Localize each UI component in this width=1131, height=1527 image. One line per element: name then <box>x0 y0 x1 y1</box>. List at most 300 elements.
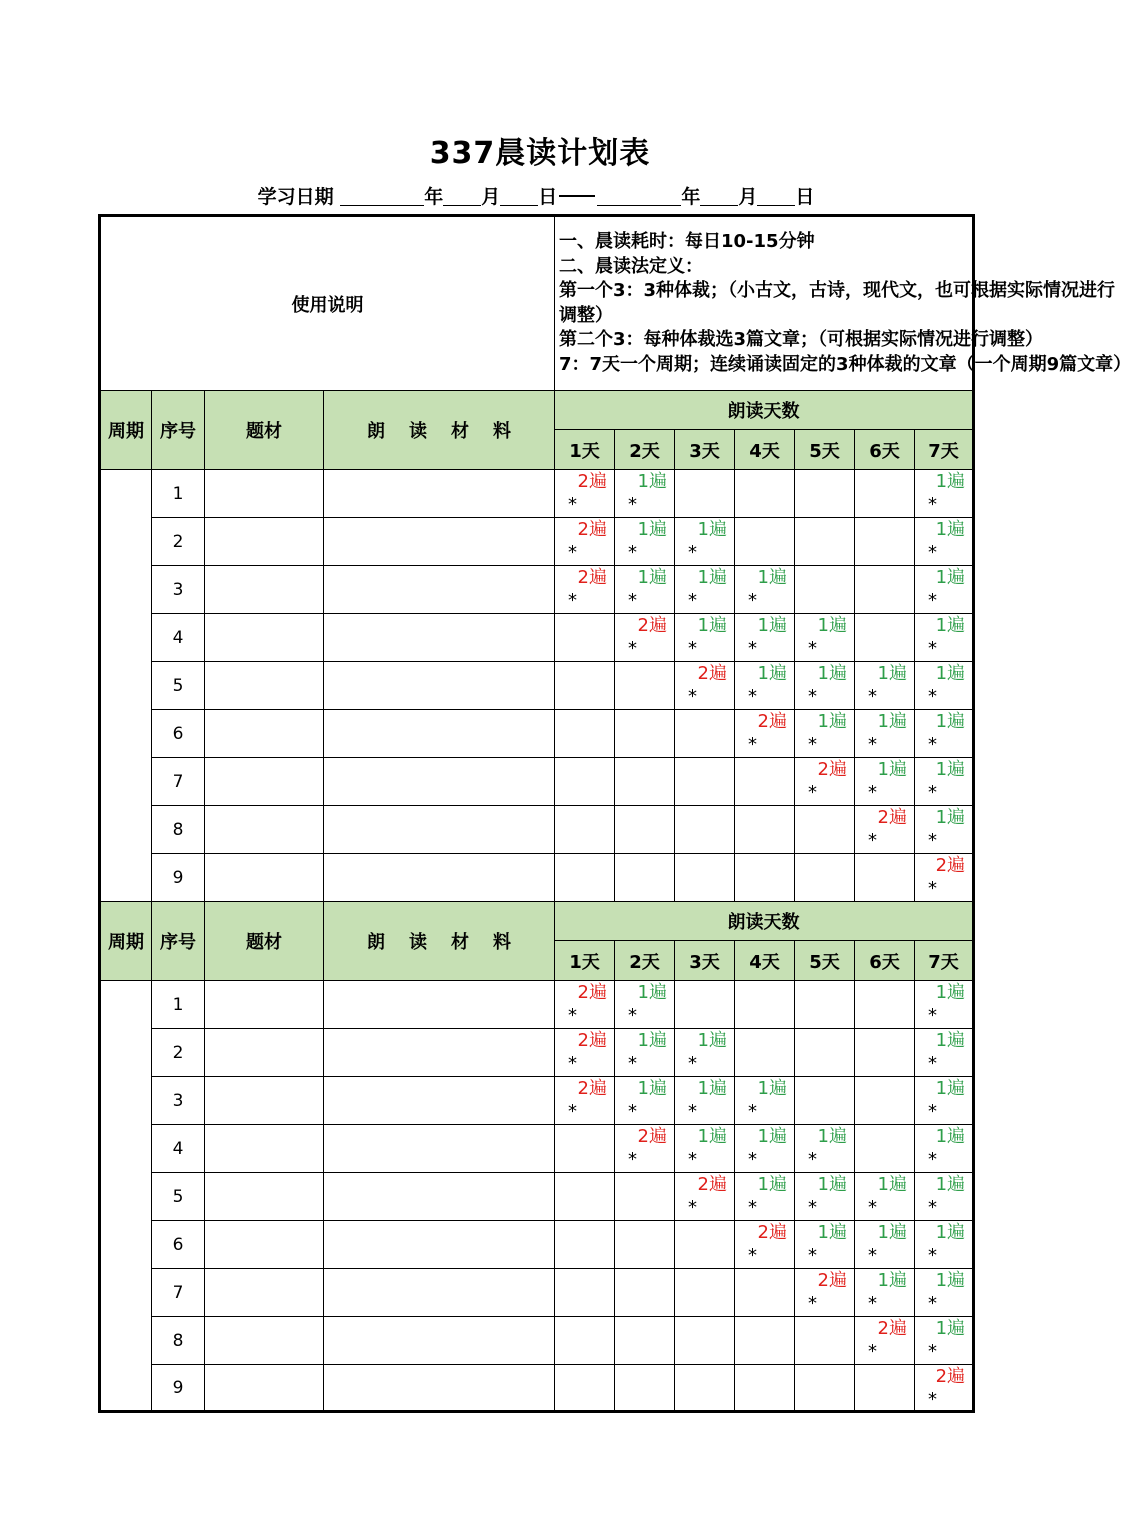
star-mark: * <box>748 1197 757 1218</box>
star-mark: * <box>688 542 697 563</box>
day-cell <box>555 470 615 518</box>
topic-cell[interactable] <box>205 1317 324 1365</box>
star-mark: * <box>628 494 637 515</box>
header-material: 朗读材料 <box>324 391 555 470</box>
day-cell <box>735 806 795 854</box>
star-mark: * <box>928 1245 937 1266</box>
star-mark: * <box>688 1053 697 1074</box>
day-cell <box>555 981 615 1029</box>
repeat-count: 2遍 <box>935 1366 966 1387</box>
repeat-count: 1遍 <box>935 1222 966 1243</box>
material-cell[interactable] <box>324 1269 555 1317</box>
topic-cell[interactable] <box>205 1077 324 1125</box>
repeat-count: 1遍 <box>637 567 667 588</box>
day-cell <box>915 1173 974 1221</box>
repeat-count: 2遍 <box>577 519 607 540</box>
day-cell <box>795 1317 855 1365</box>
header-day-3: 3天 <box>675 941 735 981</box>
day-cell <box>675 1317 735 1365</box>
day-cell <box>615 758 675 806</box>
header-seq: 序号 <box>152 391 205 470</box>
star-mark: * <box>628 542 637 563</box>
star-mark: * <box>928 1341 937 1362</box>
day-cell <box>795 1269 855 1317</box>
day-cell <box>915 614 974 662</box>
day-cell <box>855 1029 915 1077</box>
day-cell <box>795 566 855 614</box>
header-day-3: 3天 <box>675 430 735 470</box>
seq-cell: 6 <box>152 1221 205 1269</box>
day-cell <box>855 758 915 806</box>
instructions-text <box>555 216 1131 391</box>
topic-cell[interactable] <box>205 806 324 854</box>
topic-cell[interactable] <box>205 614 324 662</box>
repeat-count: 2遍 <box>577 567 607 588</box>
star-mark: * <box>808 1149 817 1170</box>
repeat-count: 1遍 <box>935 471 966 492</box>
material-cell[interactable] <box>324 1173 555 1221</box>
repeat-count: 1遍 <box>817 663 847 684</box>
day-cell <box>915 758 974 806</box>
day-cell <box>555 710 615 758</box>
end-day-label: 日 <box>795 186 815 208</box>
header-day-2: 2天 <box>615 941 675 981</box>
day-cell <box>795 1173 855 1221</box>
header-material: 朗读材料 <box>324 902 555 981</box>
repeat-count: 1遍 <box>935 663 966 684</box>
star-mark: * <box>688 1149 697 1170</box>
day-cell <box>615 981 675 1029</box>
repeat-count: 1遍 <box>935 1270 966 1291</box>
day-cell <box>915 1029 974 1077</box>
day-cell <box>735 981 795 1029</box>
day-cell <box>615 1221 675 1269</box>
table-row <box>100 566 974 614</box>
seq-cell: 9 <box>152 854 205 902</box>
star-mark: * <box>688 1101 697 1122</box>
day-cell <box>735 1269 795 1317</box>
star-mark: * <box>928 1149 937 1170</box>
star-mark: * <box>868 830 877 851</box>
day-cell <box>555 1077 615 1125</box>
star-mark: * <box>808 1293 817 1314</box>
material-cell[interactable] <box>324 758 555 806</box>
header-day-1: 1天 <box>555 430 615 470</box>
day-cell <box>675 806 735 854</box>
day-cell <box>915 1365 974 1412</box>
day-cell <box>615 470 675 518</box>
header-day-2: 2天 <box>615 430 675 470</box>
start-year-field[interactable] <box>340 187 424 206</box>
seq-cell: 4 <box>152 614 205 662</box>
star-mark: * <box>868 782 877 803</box>
day-cell <box>675 662 735 710</box>
instruction-line: 7：7天一个周期；连续诵读固定的3种体裁的文章（一个周期9篇文章） <box>559 353 1131 375</box>
day-cell <box>735 614 795 662</box>
day-cell <box>855 1269 915 1317</box>
star-mark: * <box>928 1101 937 1122</box>
day-cell <box>735 1029 795 1077</box>
repeat-count: 2遍 <box>757 1222 787 1243</box>
header-day-4: 4天 <box>735 941 795 981</box>
topic-cell[interactable] <box>205 1125 324 1173</box>
instruction-line: 第二个3：每种体裁选3篇文章；（可根据实际情况进行调整） <box>559 329 1044 351</box>
table-row <box>100 1221 974 1269</box>
repeat-count: 1遍 <box>935 1174 966 1195</box>
topic-cell[interactable] <box>205 1029 324 1077</box>
day-cell <box>555 806 615 854</box>
day-cell <box>735 566 795 614</box>
repeat-count: 1遍 <box>637 471 667 492</box>
day-cell <box>615 1173 675 1221</box>
material-cell[interactable] <box>324 806 555 854</box>
star-mark: * <box>928 1053 937 1074</box>
seq-cell: 1 <box>152 470 205 518</box>
day-cell <box>675 981 735 1029</box>
day-cell <box>855 470 915 518</box>
table-row <box>100 981 974 1029</box>
table-row <box>100 1269 974 1317</box>
table-row <box>100 470 974 518</box>
day-cell <box>555 854 615 902</box>
header-day-7: 7天 <box>915 941 974 981</box>
instructions-row <box>100 216 974 391</box>
star-mark: * <box>928 686 937 707</box>
repeat-count: 1遍 <box>935 982 966 1003</box>
day-cell <box>555 1173 615 1221</box>
header-day-5: 5天 <box>795 941 855 981</box>
material-cell[interactable] <box>324 854 555 902</box>
repeat-count: 1遍 <box>817 711 847 732</box>
instruction-line: 第一个3：3种体裁；（小古文，古诗，现代文，也可根据实际情况进行 <box>559 280 1116 302</box>
day-cell <box>795 981 855 1029</box>
day-cell <box>915 806 974 854</box>
repeat-count: 1遍 <box>935 1078 966 1099</box>
seq-cell: 3 <box>152 566 205 614</box>
table-row <box>100 806 974 854</box>
repeat-count: 2遍 <box>817 759 847 780</box>
repeat-count: 1遍 <box>697 567 727 588</box>
repeat-count: 2遍 <box>577 471 607 492</box>
material-cell[interactable] <box>324 566 555 614</box>
repeat-count: 1遍 <box>877 1174 907 1195</box>
repeat-count: 1遍 <box>877 1222 907 1243</box>
instruction-line: 调整） <box>559 304 613 326</box>
star-mark: * <box>568 542 577 563</box>
day-cell <box>795 1029 855 1077</box>
day-cell <box>555 614 615 662</box>
material-cell[interactable] <box>324 1317 555 1365</box>
header-reading-days: 朗读天数 <box>555 391 974 430</box>
cycle-cell[interactable] <box>100 981 152 1412</box>
star-mark: * <box>868 686 877 707</box>
repeat-count: 1遍 <box>935 1030 966 1051</box>
star-mark: * <box>748 638 757 659</box>
material-cell[interactable] <box>324 710 555 758</box>
star-mark: * <box>928 638 937 659</box>
day-cell <box>735 1125 795 1173</box>
topic-cell[interactable] <box>205 1269 324 1317</box>
table-row <box>100 662 974 710</box>
seq-cell: 8 <box>152 806 205 854</box>
repeat-count: 1遍 <box>697 1030 727 1051</box>
day-cell <box>915 662 974 710</box>
day-cell <box>615 1365 675 1412</box>
day-cell <box>675 1269 735 1317</box>
topic-cell[interactable] <box>205 710 324 758</box>
topic-cell[interactable] <box>205 1173 324 1221</box>
repeat-count: 2遍 <box>757 711 787 732</box>
day-cell <box>555 758 615 806</box>
day-cell <box>915 1221 974 1269</box>
day-cell <box>615 1077 675 1125</box>
day-cell <box>735 1077 795 1125</box>
seq-cell: 8 <box>152 1317 205 1365</box>
star-mark: * <box>808 734 817 755</box>
study-date-line <box>0 182 1072 209</box>
repeat-count: 1遍 <box>935 807 966 828</box>
topic-cell[interactable] <box>205 854 324 902</box>
day-cell <box>795 1077 855 1125</box>
repeat-count: 1遍 <box>877 759 907 780</box>
repeat-count: 2遍 <box>577 1030 607 1051</box>
start-month-label: 月 <box>481 186 501 208</box>
repeat-count: 2遍 <box>877 807 907 828</box>
star-mark: * <box>628 1101 637 1122</box>
material-cell[interactable] <box>324 470 555 518</box>
repeat-count: 1遍 <box>935 567 966 588</box>
day-cell <box>855 1125 915 1173</box>
day-cell <box>675 710 735 758</box>
day-cell <box>735 710 795 758</box>
day-cell <box>555 1269 615 1317</box>
header-day-6: 6天 <box>855 941 915 981</box>
repeat-count: 1遍 <box>877 711 907 732</box>
day-cell <box>735 470 795 518</box>
repeat-count: 1遍 <box>877 1270 907 1291</box>
topic-cell[interactable] <box>205 662 324 710</box>
star-mark: * <box>928 878 937 899</box>
repeat-count: 1遍 <box>697 1078 727 1099</box>
star-mark: * <box>928 734 937 755</box>
star-mark: * <box>568 590 577 611</box>
seq-cell: 7 <box>152 758 205 806</box>
day-cell <box>675 518 735 566</box>
reading-plan-table <box>98 214 1131 1413</box>
day-cell <box>855 566 915 614</box>
day-cell <box>615 662 675 710</box>
day-cell <box>855 518 915 566</box>
topic-cell[interactable] <box>205 1221 324 1269</box>
day-cell <box>555 566 615 614</box>
repeat-count: 2遍 <box>637 615 667 636</box>
table-row <box>100 854 974 902</box>
start-month-field[interactable] <box>443 187 481 206</box>
header-reading-days: 朗读天数 <box>555 902 974 941</box>
repeat-count: 1遍 <box>757 1174 787 1195</box>
seq-cell: 4 <box>152 1125 205 1173</box>
end-month-field[interactable] <box>700 187 738 206</box>
day-cell <box>915 566 974 614</box>
star-mark: * <box>808 1245 817 1266</box>
star-mark: * <box>568 494 577 515</box>
day-cell <box>855 614 915 662</box>
seq-cell: 6 <box>152 710 205 758</box>
instruction-line: 二、晨读法定义： <box>559 255 703 277</box>
day-cell <box>555 1365 615 1412</box>
topic-cell[interactable] <box>205 758 324 806</box>
day-cell <box>555 1221 615 1269</box>
day-cell <box>735 518 795 566</box>
material-cell[interactable] <box>324 1125 555 1173</box>
material-cell[interactable] <box>324 518 555 566</box>
topic-cell[interactable] <box>205 981 324 1029</box>
day-cell <box>915 1077 974 1125</box>
end-day-field[interactable] <box>757 187 795 206</box>
star-mark: * <box>928 1197 937 1218</box>
day-cell <box>675 1365 735 1412</box>
day-cell <box>675 854 735 902</box>
header-cycle: 周期 <box>100 902 152 981</box>
day-cell <box>735 1173 795 1221</box>
repeat-count: 1遍 <box>637 1078 667 1099</box>
topic-cell[interactable] <box>205 518 324 566</box>
star-mark: * <box>928 830 937 851</box>
star-mark: * <box>868 1245 877 1266</box>
repeat-count: 1遍 <box>935 519 966 540</box>
repeat-count: 1遍 <box>637 1030 667 1051</box>
header-topic: 题材 <box>205 391 324 470</box>
day-cell <box>915 1125 974 1173</box>
repeat-count: 2遍 <box>577 1078 607 1099</box>
star-mark: * <box>748 686 757 707</box>
star-mark: * <box>748 590 757 611</box>
topic-cell[interactable] <box>205 1365 324 1412</box>
start-day-label: 日 <box>538 186 558 208</box>
material-cell[interactable] <box>324 1029 555 1077</box>
star-mark: * <box>808 686 817 707</box>
star-mark: * <box>868 1341 877 1362</box>
day-cell <box>855 1077 915 1125</box>
material-cell[interactable] <box>324 614 555 662</box>
repeat-count: 1遍 <box>817 1126 847 1147</box>
day-cell <box>735 854 795 902</box>
star-mark: * <box>928 1293 937 1314</box>
star-mark: * <box>808 782 817 803</box>
star-mark: * <box>868 1293 877 1314</box>
material-cell[interactable] <box>324 1077 555 1125</box>
star-mark: * <box>688 686 697 707</box>
repeat-count: 1遍 <box>817 615 847 636</box>
repeat-count: 1遍 <box>877 663 907 684</box>
material-cell[interactable] <box>324 981 555 1029</box>
day-cell <box>555 518 615 566</box>
star-mark: * <box>688 638 697 659</box>
repeat-count: 1遍 <box>697 615 727 636</box>
repeat-count: 1遍 <box>757 567 787 588</box>
day-cell <box>615 566 675 614</box>
section-header-row <box>100 391 974 430</box>
table-row <box>100 1365 974 1412</box>
star-mark: * <box>868 734 877 755</box>
day-cell <box>735 1221 795 1269</box>
star-mark: * <box>568 1053 577 1074</box>
instructions-label: 使用说明 <box>100 216 555 391</box>
header-day-4: 4天 <box>735 430 795 470</box>
day-cell <box>915 710 974 758</box>
repeat-count: 2遍 <box>697 1174 727 1195</box>
day-cell <box>675 614 735 662</box>
repeat-count: 1遍 <box>817 1174 847 1195</box>
day-cell <box>855 981 915 1029</box>
star-mark: * <box>808 638 817 659</box>
day-cell <box>675 566 735 614</box>
topic-cell[interactable] <box>205 470 324 518</box>
repeat-count: 1遍 <box>757 1126 787 1147</box>
seq-cell: 9 <box>152 1365 205 1412</box>
day-cell <box>795 710 855 758</box>
repeat-count: 1遍 <box>817 1222 847 1243</box>
seq-cell: 1 <box>152 981 205 1029</box>
day-cell <box>615 1125 675 1173</box>
table-row <box>100 1125 974 1173</box>
day-cell <box>555 662 615 710</box>
day-cell <box>915 1317 974 1365</box>
star-mark: * <box>928 782 937 803</box>
day-cell <box>915 854 974 902</box>
day-cell <box>795 662 855 710</box>
table-row <box>100 518 974 566</box>
table-row <box>100 1029 974 1077</box>
study-date-label: 学习日期 <box>257 186 334 208</box>
day-cell <box>855 1365 915 1412</box>
day-cell <box>915 470 974 518</box>
star-mark: * <box>928 494 937 515</box>
seq-cell: 7 <box>152 1269 205 1317</box>
seq-cell: 5 <box>152 662 205 710</box>
day-cell <box>735 1317 795 1365</box>
day-cell <box>615 806 675 854</box>
material-cell[interactable] <box>324 1365 555 1412</box>
repeat-count: 1遍 <box>935 759 966 780</box>
day-cell <box>735 758 795 806</box>
repeat-count: 1遍 <box>757 1078 787 1099</box>
day-cell <box>615 710 675 758</box>
header-day-6: 6天 <box>855 430 915 470</box>
start-day-field[interactable] <box>500 187 538 206</box>
material-cell[interactable] <box>324 1221 555 1269</box>
day-cell <box>915 981 974 1029</box>
topic-cell[interactable] <box>205 566 324 614</box>
material-cell[interactable] <box>324 662 555 710</box>
star-mark: * <box>628 1005 637 1026</box>
star-mark: * <box>748 1245 757 1266</box>
table-row <box>100 1173 974 1221</box>
day-cell <box>615 1029 675 1077</box>
star-mark: * <box>628 638 637 659</box>
seq-cell: 2 <box>152 1029 205 1077</box>
cycle-cell[interactable] <box>100 470 152 902</box>
repeat-count: 2遍 <box>577 982 607 1003</box>
star-mark: * <box>628 1053 637 1074</box>
day-cell <box>675 1173 735 1221</box>
date-range-dash <box>559 195 595 197</box>
end-year-field[interactable] <box>597 187 681 206</box>
header-day-7: 7天 <box>915 430 974 470</box>
day-cell <box>555 1029 615 1077</box>
repeat-count: 1遍 <box>935 1318 966 1339</box>
day-cell <box>795 614 855 662</box>
